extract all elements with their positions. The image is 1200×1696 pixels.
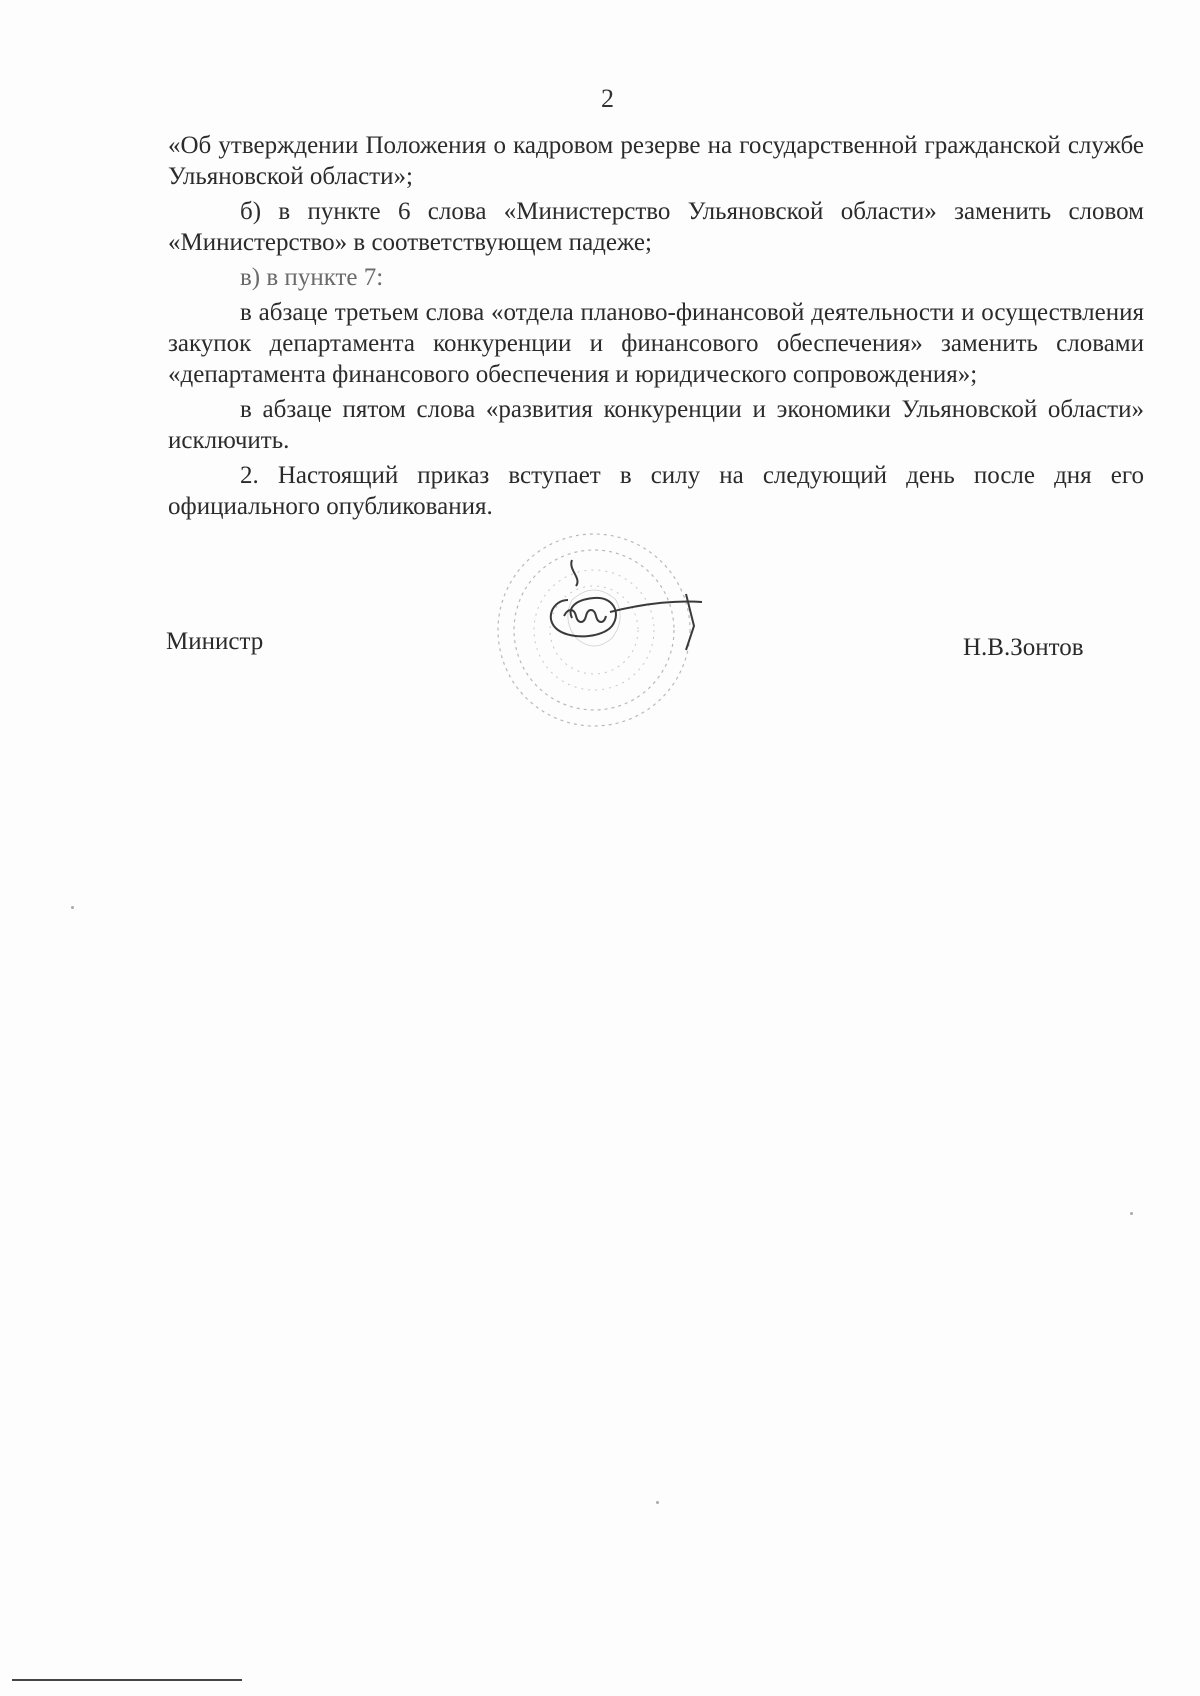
paragraph-effective-date: 2. Настоящий приказ вступает в силу на следующий день после дня его официального опубликования.	[168, 462, 1144, 520]
paragraph-abzac-3: в абзаце третьем слова «отдела планово-финансовой деятельности и осуществления закупок департамента конкуренции и финансового обеспечения» заменить словами «департамента финансового обеспечения и юридического сопровождения»;	[168, 299, 1144, 388]
page-number: 2	[601, 84, 614, 113]
footer-divider	[12, 1679, 242, 1681]
paragraph-item-v: в) в пункте 7:	[240, 264, 384, 291]
signature-block	[0, 628, 1200, 668]
paragraph-item-b: б) в пункте 6 слова «Министерство Ульяновской области» заменить словом «Министерство» в соответствующем падеже;	[168, 198, 1144, 256]
scan-speck	[71, 906, 74, 909]
paragraph-continuation: «Об утверждении Положения о кадровом резерве на государственной гражданской службе Ульяновской области»;	[168, 132, 1144, 190]
scan-speck	[1130, 1212, 1133, 1215]
paragraph-abzac-5: в абзаце пятом слова «развития конкуренции и экономики Ульяновской области» исключить.	[168, 396, 1144, 454]
document-body	[168, 130, 1144, 526]
signer-name: Н.В.Зонтов	[963, 634, 1084, 661]
signer-position: Министр	[166, 628, 264, 655]
scan-speck	[656, 1501, 659, 1504]
